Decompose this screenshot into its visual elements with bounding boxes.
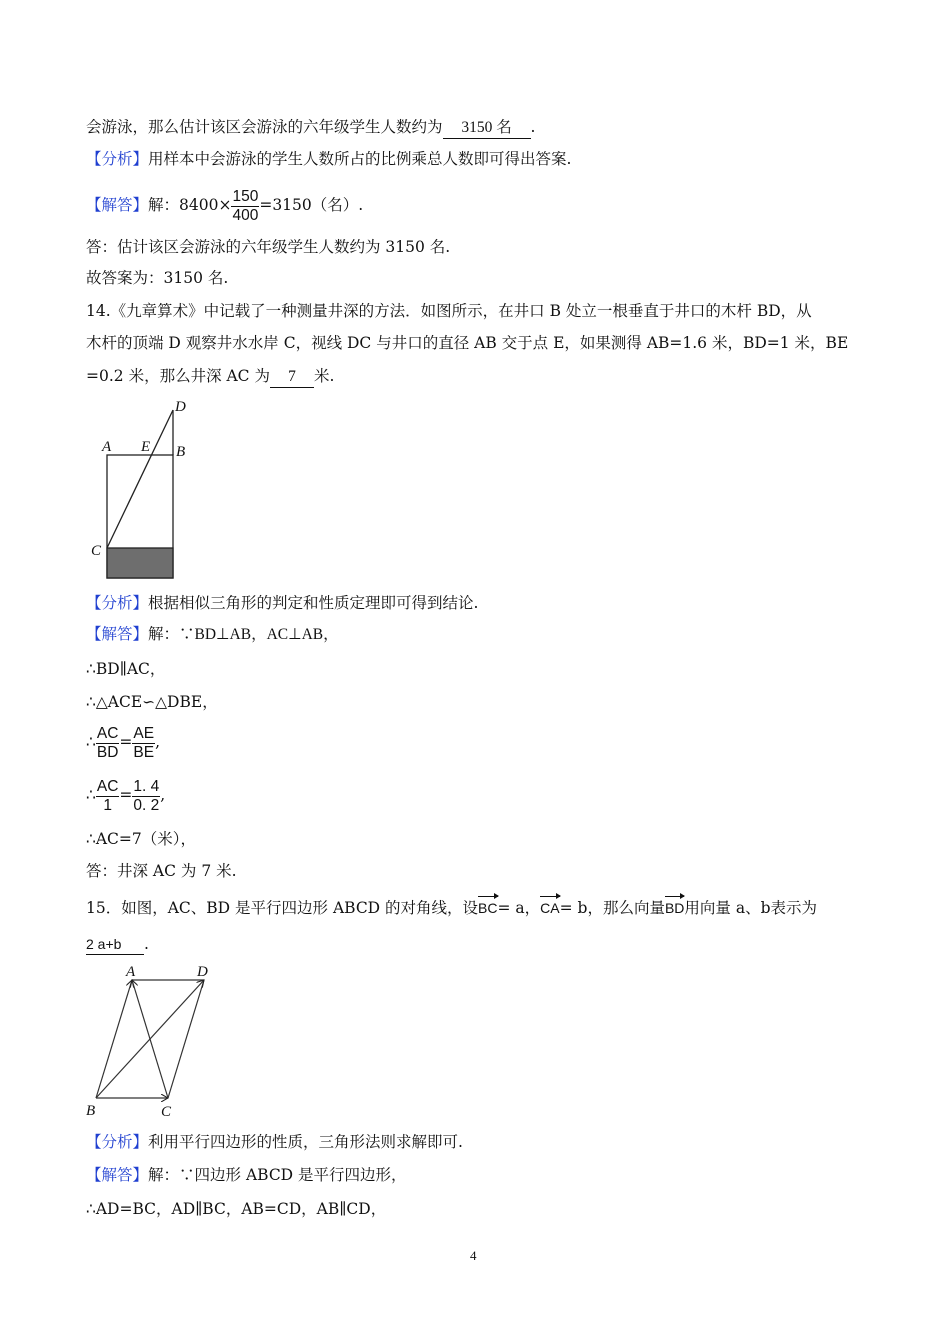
q15-line1-pre: 15．如图，AC、BD 是平行四边形 ABCD 的对角线，设	[86, 899, 479, 917]
q14-solution-line1: 解：∵BD⊥AB，AC⊥AB，	[148, 626, 339, 643]
fraction-numerator: 1. 4	[133, 777, 160, 795]
q14-line2: 木杆的顶端 D 观察井水水岸 C，视线 DC 与井口的直径 AB 交于点 E，如果测得 AB=1.6 米，BD=1 米，BE	[86, 334, 849, 352]
q13-answer-line: 答：估计该区会游泳的六年级学生人数约为 3150 名.	[86, 238, 451, 256]
label-A: A	[126, 964, 136, 980]
q15-solution	[86, 1165, 407, 1185]
q13-analysis	[86, 149, 571, 169]
vector-ca: CA	[540, 900, 560, 916]
q14-step3	[86, 722, 160, 762]
q13-answer-blank: 3150 名	[443, 118, 531, 139]
label-C: C	[91, 543, 102, 559]
q14-line1: 14.《九章算术》中记载了一种测量井深的方法．如图所示，在井口 B 处立一根垂直于井口的木杆 BD，从	[86, 302, 812, 320]
parallelogram-figure	[82, 960, 232, 1122]
q14-answer-blank: 7	[270, 367, 314, 388]
comma: ,	[155, 733, 161, 751]
fraction-denominator: 1	[103, 796, 112, 814]
q15-eq-a: = a，	[497, 899, 541, 917]
fraction-ae-be	[132, 725, 155, 762]
label-C: C	[161, 1104, 172, 1120]
therefore-symbol: ∴	[86, 733, 96, 751]
fraction-denominator: BD	[96, 743, 119, 761]
q14-line3-pre: =0.2 米，那么井深 AC 为	[86, 367, 270, 385]
analysis-label: 【分析】	[86, 594, 149, 612]
therefore-symbol: ∴	[86, 786, 96, 804]
fraction-numerator: AC	[96, 724, 119, 742]
comma: ,	[160, 786, 166, 804]
q14-line3-post: 米.	[313, 367, 335, 385]
label-A: A	[102, 439, 112, 455]
fraction-1.4-0.2	[132, 778, 160, 815]
fraction-ac-bd	[96, 725, 120, 762]
fraction-denominator: 0. 2	[133, 796, 160, 814]
well-depth-figure	[85, 395, 205, 585]
q15-line1	[86, 898, 817, 918]
q14-line3	[86, 366, 334, 388]
label-B: B	[86, 1103, 96, 1119]
q13-question-text: 会游泳，那么估计该区会游泳的六年级学生人数约为	[86, 118, 443, 136]
label-B: B	[176, 444, 186, 460]
analysis-label: 【分析】	[86, 1133, 149, 1151]
q15-period: .	[144, 935, 149, 953]
analysis-label: 【分析】	[86, 150, 149, 168]
q15-step1: ∴AD=BC，AD∥BC，AB=CD，AB∥CD，	[86, 1200, 387, 1218]
fraction-denominator: BE	[133, 743, 155, 761]
label-D: D	[175, 399, 186, 415]
fraction-numerator: 150	[232, 187, 259, 205]
q13-period: .	[530, 118, 536, 136]
equals-sign: =	[119, 786, 133, 804]
q15-answer-blank: 2 a+b	[86, 934, 144, 955]
q15-line2	[86, 934, 149, 955]
label-E: E	[141, 439, 151, 455]
q15-analysis-text: 利用平行四边形的性质，三角形法则求解即可.	[148, 1133, 463, 1151]
label-D: D	[197, 964, 208, 980]
q13-analysis-text: 用样本中会游泳的学生人数所占的比例乘总人数即可得出答案.	[148, 150, 572, 168]
q14-analysis	[86, 593, 478, 613]
vector-bc: BC	[478, 900, 498, 916]
fraction-numerator: AE	[133, 724, 155, 742]
q14-answer: 答：井深 AC 为 7 米.	[86, 862, 237, 880]
q15-solution-line1: 解：∵四边形 ABCD 是平行四边形，	[148, 1166, 407, 1184]
q14-analysis-text: 根据相似三角形的判定和性质定理即可得到结论.	[148, 594, 479, 612]
q15-line1-post: 用向量 a、b表示为	[684, 899, 817, 917]
q13-solution	[86, 184, 363, 226]
fraction-ac-1	[96, 778, 120, 815]
q14-solution	[86, 625, 339, 645]
q15-eq-b: = b，那么向量	[559, 899, 665, 917]
page-number: 4	[470, 1248, 477, 1263]
q13-solution-prefix: 解：8400×	[148, 196, 232, 214]
vector-bd: BD	[664, 900, 685, 916]
solution-label: 【解答】	[86, 626, 149, 643]
q14-step4	[86, 775, 165, 815]
equals-sign: =	[119, 733, 133, 751]
solution-label: 【解答】	[86, 196, 149, 214]
q14-step2: ∴△ACE∽△DBE，	[86, 693, 218, 711]
q13-fraction	[231, 188, 259, 225]
solution-label: 【解答】	[86, 1166, 149, 1184]
q14-step5: ∴AC=7（米），	[86, 830, 197, 848]
q13-line1	[86, 117, 535, 139]
q14-step1: ∴BD∥AC，	[86, 660, 166, 678]
q15-analysis	[86, 1132, 463, 1152]
q13-final-line: 故答案为：3150 名.	[86, 269, 229, 287]
fraction-denominator: 400	[232, 206, 259, 224]
fraction-numerator: AC	[96, 777, 119, 795]
q13-solution-suffix: =3150（名）.	[259, 196, 364, 214]
